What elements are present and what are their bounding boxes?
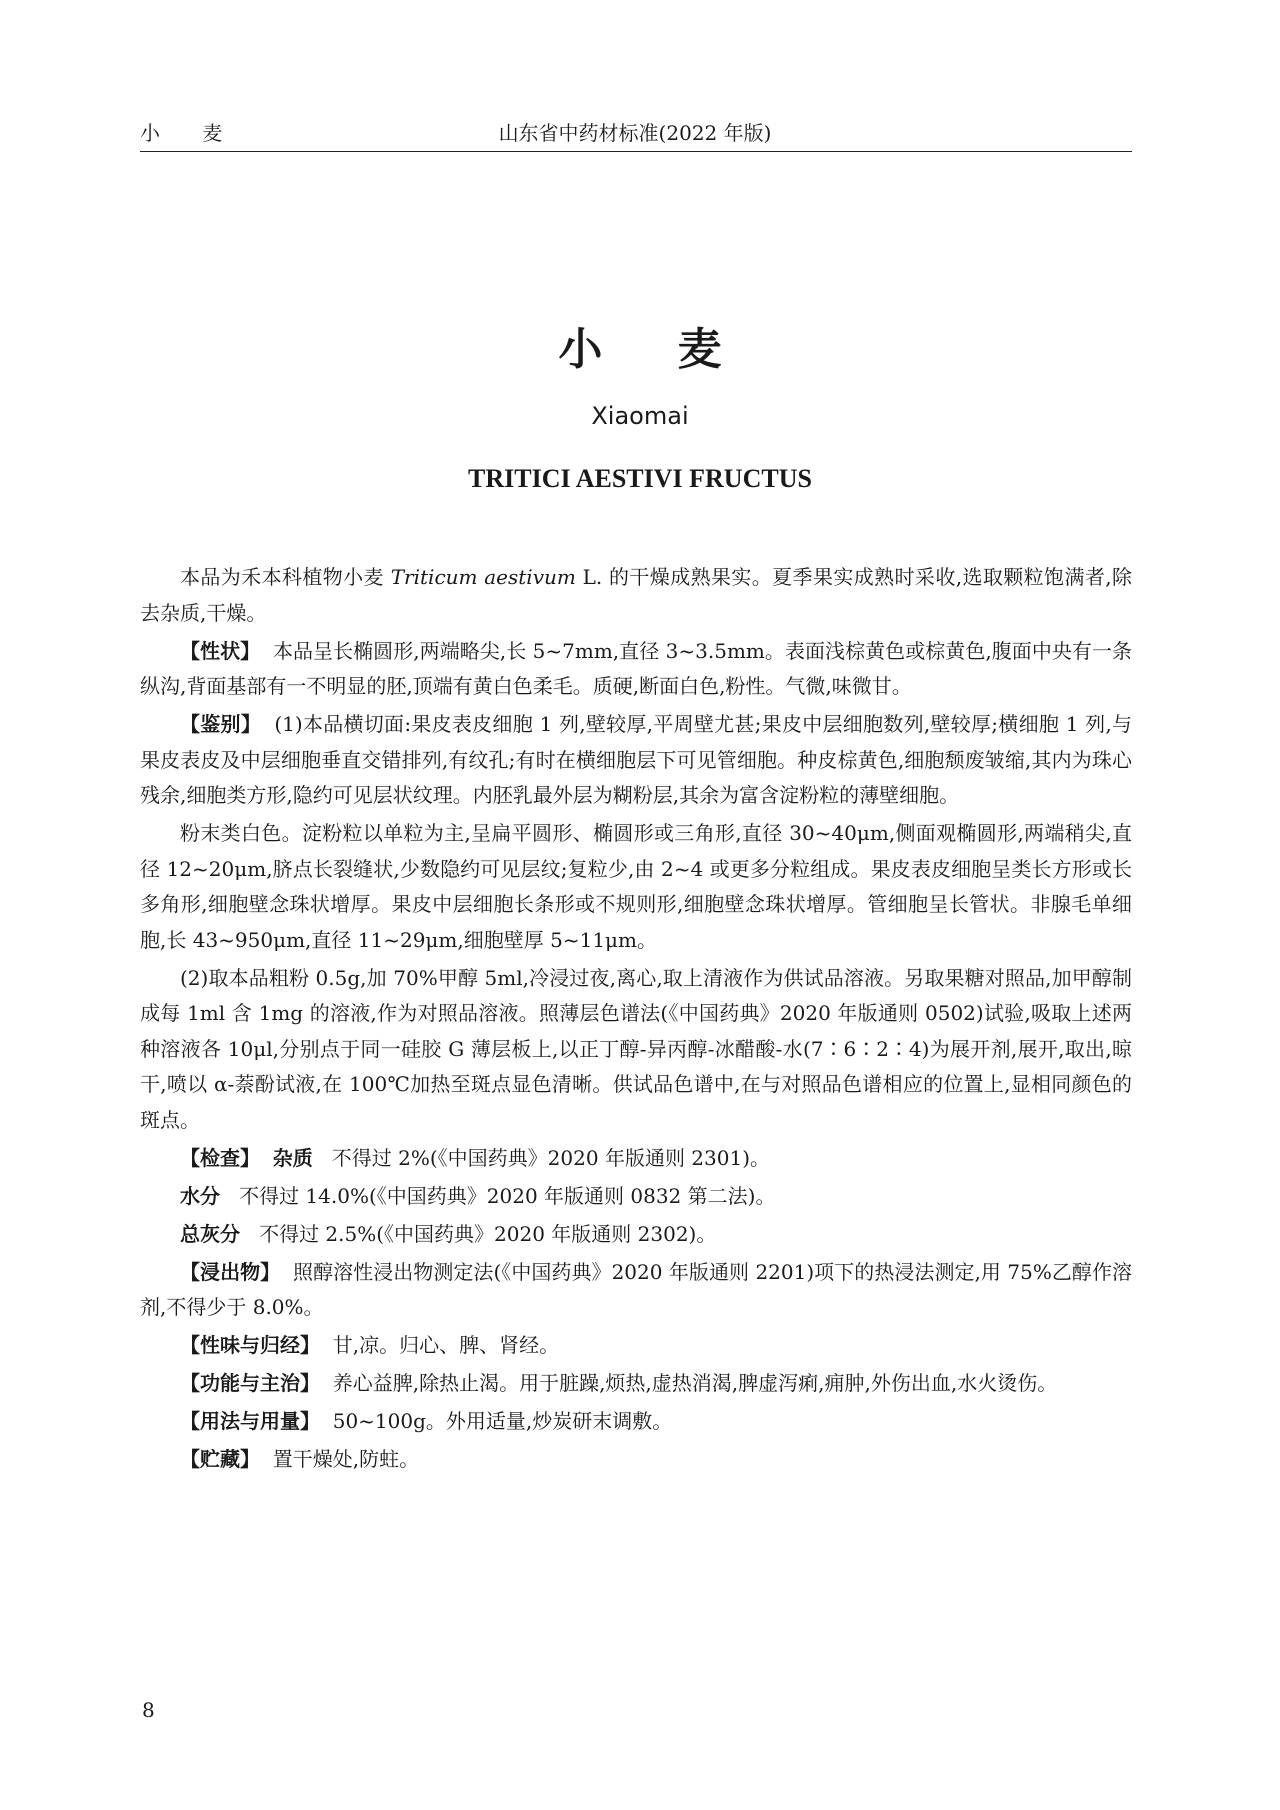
section-heading: 【性状】 — [180, 638, 261, 663]
identification-powder: 粉末类白色。淀粉粒以单粒为主,呈扁平圆形、椭圆形或三角形,直径 30~40μm,侧面观椭圆形,两端稍尖,直径 12~20μm,脐点长裂缝状,少数隐约可见层纹;复粒少,由 2~4 或更多分粒组成。果皮表皮细胞呈类长方形或长多角形,细胞壁念珠状增厚。果皮中层细胞长条形或不规则形,细胞壁念珠状增厚。管细胞呈长管状。非腺毛单细胞,长 43~950μm,直径 11~29μm,细胞壁厚 5~11μm。 — [140, 821, 1132, 952]
identification-tlc: (2)取本品粗粉 0.5g,加 70%甲醇 5ml,冷浸过夜,离心,取上清液作为供试品溶液。另取果糖对照品,加甲醇制成每 1ml 含 1mg 的溶液,作为对照品溶液。照薄层色谱法(《中国药典》2020 年版通则 0502)试验,吸取上述两种溶液各 10μl,分别点于同一硅胶 G 薄层板上,以正丁醇-异丙醇-冰醋酸-水(7∶6∶2∶4)为展开剂,展开,取出,晾干,喷以 α-萘酚试液,在 100℃加热至斑点显色清晰。供试品色谱中,在与对照品色谱相应的位置上,显相同颜色的斑点。 — [140, 965, 1132, 1132]
monograph-body — [140, 560, 1132, 1480]
subheading: 杂质 — [272, 1145, 313, 1170]
section-heading: 【功能与主治】 — [180, 1371, 320, 1395]
running-head-section: 小 麦 — [140, 121, 241, 145]
section-usage-dosage: 【用法与用量】 50~100g。外用适量,炒炭研末调敷。 — [180, 1409, 673, 1433]
inspection-moisture: 水分 不得过 14.0%(《中国药典》2020 年版通则 0832 第二法)。 — [180, 1183, 776, 1208]
section-extractives: 【浸出物】 照醇溶性浸出物测定法(《中国药典》2020 年版通则 2201)项下的热浸法测定,用 75%乙醇作溶剂,不得少于 8.0%。 — [140, 1259, 1132, 1319]
page-number: 8 — [142, 1698, 155, 1722]
pinyin-name: Xiaomai — [591, 402, 689, 430]
running-head — [140, 118, 1130, 148]
section-storage: 【贮藏】 置干燥处,防蛀。 — [180, 1447, 420, 1471]
subheading: 水分 — [180, 1183, 220, 1208]
page-title: 小 麦 — [558, 324, 752, 375]
section-heading: 【用法与用量】 — [180, 1409, 320, 1433]
running-head-book-title: 山东省中药材标准(2022 年版) — [498, 121, 772, 145]
section-heading: 【检查】 — [180, 1145, 260, 1170]
section-heading: 【浸出物】 — [180, 1259, 281, 1284]
section-heading: 【贮藏】 — [180, 1447, 260, 1471]
intro-paragraph: 本品为禾本科植物小麦 Triticum aestivum L. 的干燥成熟果实。夏季果实成熟时采收,选取颗粒饱满者,除去杂质,干燥。 — [140, 565, 1132, 625]
section-inspection: 【检查】 杂质 不得过 2%(《中国药典》2020 年版通则 2301)。 — [180, 1145, 770, 1170]
latin-name: TRITICI AESTIVI FRUCTUS — [468, 464, 812, 493]
species-name: Triticum aestivum — [390, 565, 576, 589]
section-heading: 【鉴别】 — [180, 712, 262, 736]
section-property-meridian: 【性味与归经】 甘,凉。归心、脾、肾经。 — [180, 1333, 560, 1357]
subheading: 总灰分 — [180, 1221, 240, 1246]
section-characters: 【性状】 本品呈长椭圆形,两端略尖,长 5~7mm,直径 3~3.5mm。表面浅棕黄色或棕黄色,腹面中央有一条纵沟,背面基部有一不明显的胚,顶端有黄白色柔毛。质硬,断面白色,粉性。气微,味微甘。 — [140, 638, 1133, 698]
section-identification: 【鉴别】 (1)本品横切面:果皮表皮细胞 1 列,壁较厚,平周壁尤甚;果皮中层细胞数列,壁较厚;横细胞 1 列,与果皮表皮及中层细胞垂直交错排列,有纹孔;有时在横细胞层下可见管细胞。种皮棕黄色,细胞颓废皱缩,其内为珠心残余,细胞类方形,隐约可见层状纹理。内胚乳最外层为糊粉层,其余为富含淀粉粒的薄壁细胞。 — [140, 712, 1133, 807]
inspection-ash: 总灰分 不得过 2.5%(《中国药典》2020 年版通则 2302)。 — [180, 1221, 717, 1246]
section-function-indication: 【功能与主治】 养心益脾,除热止渴。用于脏躁,烦热,虚热消渴,脾虚泻痢,痈肿,外伤出血,水火烫伤。 — [180, 1371, 1058, 1395]
section-heading: 【性味与归经】 — [180, 1333, 320, 1357]
header-rule — [140, 151, 1132, 152]
